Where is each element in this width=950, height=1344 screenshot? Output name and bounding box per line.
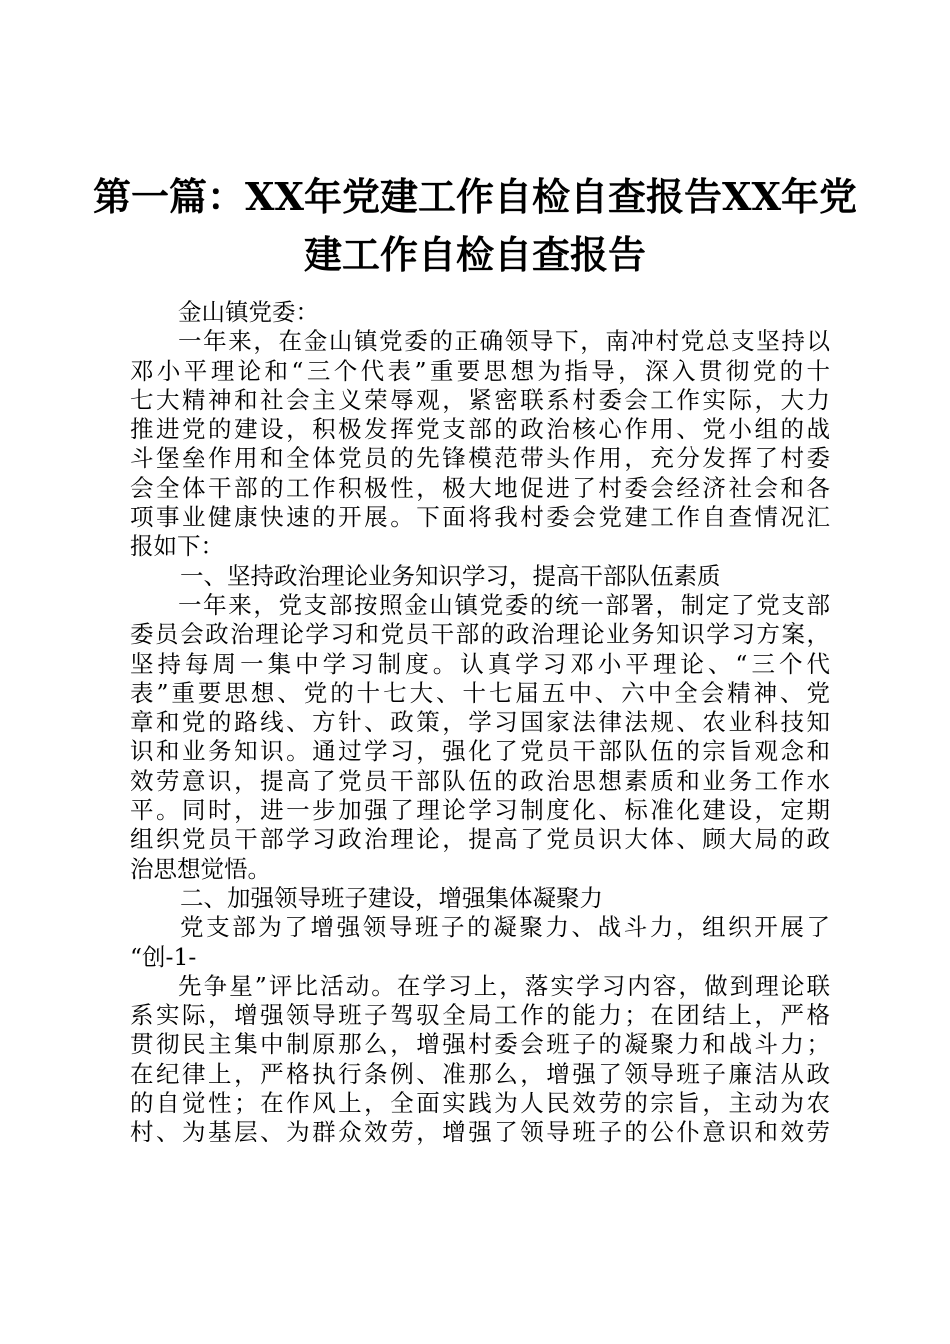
section-heading-2: 二、加强领导班子建设，增强集体凝聚力 (180, 883, 603, 912)
body-line: 平。同时，进一步加强了理论学习制度化、标准化建设，定期 (130, 796, 830, 825)
body-line: 项事业健康快速的开展。下面将我村委会党建工作自查情况汇 (130, 503, 830, 532)
body-line: 章和党的路线、方针、政策，学习国家法律法规、农业科技知 (130, 708, 830, 737)
body-line: 斗堡垒作用和全体党员的先锋模范带头作用，充分发挥了村委 (130, 444, 830, 473)
body-line: 委员会政治理论学习和党员干部的政治理论业务知识学习方案， (130, 620, 830, 649)
section-heading-1: 一、坚持政治理论业务知识学习，提高干部队伍素质 (180, 561, 721, 590)
page-number-line: “创-1- (130, 942, 197, 971)
body-line: 表”重要思想、党的十七大、十七届五中、六中全会精神、党 (130, 678, 830, 707)
body-line: 报如下： (130, 532, 224, 561)
document-title (80, 168, 870, 284)
document-body (130, 298, 830, 1148)
body-line: 村、为基层、为群众效劳，增强了领导班子的公仆意识和效劳 (130, 1118, 830, 1147)
body-line: 的自觉性；在作风上，全面实践为人民效劳的宗旨，主动为农 (130, 1089, 830, 1118)
title-line-1: 第一篇：XX年党建工作自检自查报告XX年党 (93, 174, 857, 219)
body-line: 邓小平理论和“三个代表”重要思想为指导，深入贯彻党的十 (130, 356, 830, 385)
body-line: 组织党员干部学习政治理论，提高了党员识大体、顾大局的政 (130, 825, 830, 854)
body-line: 党支部为了增强领导班子的凝聚力、战斗力，组织开展了 (180, 913, 830, 942)
salutation: 金山镇党委： (178, 298, 319, 326)
body-line: 一年来，党支部按照金山镇党委的统一部署，制定了党支部 (178, 590, 830, 619)
body-line: 一年来，在金山镇党委的正确领导下，南冲村党总支坚持以 (178, 327, 830, 356)
body-line: 推进党的建设，积极发挥党支部的政治核心作用、党小组的战 (130, 415, 830, 444)
body-line: 系实际，增强领导班子驾驭全局工作的能力；在团结上，严格 (130, 1001, 830, 1030)
body-line: 先争星”评比活动。在学习上，落实学习内容，做到理论联 (178, 971, 830, 1000)
body-line: 会全体干部的工作积极性，极大地促进了村委会经济社会和各 (130, 473, 830, 502)
body-line: 治思想觉悟。 (130, 854, 271, 883)
body-line: 七大精神和社会主义荣辱观，紧密联系村委会工作实际，大力 (130, 385, 830, 414)
body-line: 在纪律上，严格执行条例、准那么，增强了领导班子廉洁从政 (130, 1059, 830, 1088)
body-line: 贯彻民主集中制原那么，增强村委会班子的凝聚力和战斗力； (130, 1030, 830, 1059)
body-line: 效劳意识，提高了党员干部队伍的政治思想素质和业务工作水 (130, 766, 830, 795)
body-line: 坚持每周一集中学习制度。认真学习邓小平理论、“三个代 (130, 649, 830, 678)
title-line-2: 建工作自检自查报告 (303, 232, 646, 277)
body-line: 识和业务知识。通过学习，强化了党员干部队伍的宗旨观念和 (130, 737, 830, 766)
